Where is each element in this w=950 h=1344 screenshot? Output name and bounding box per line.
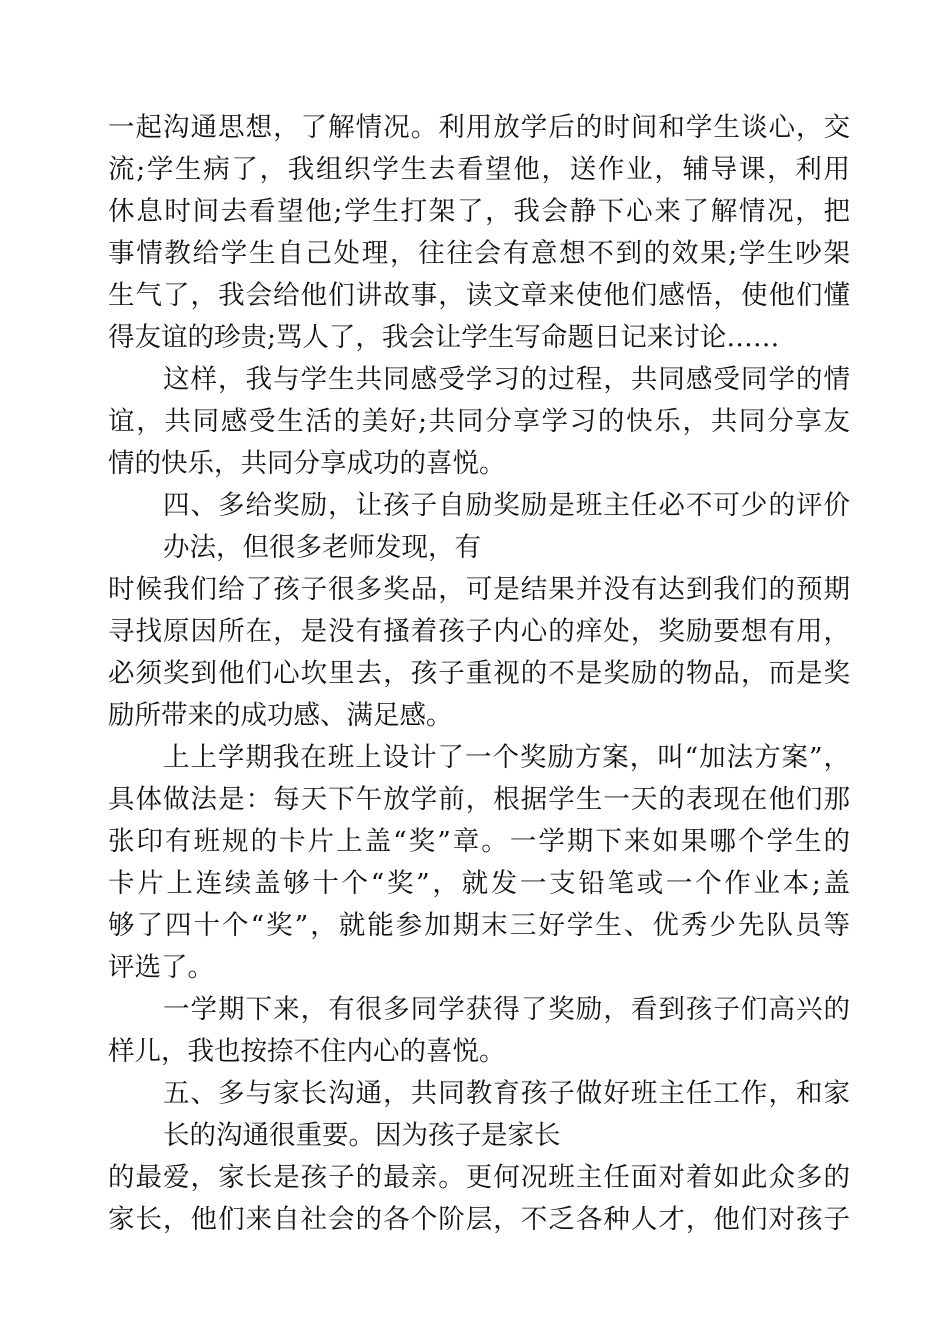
text-line: 谊，共同感受生活的美好;共同分享学习的快乐，共同分享友 xyxy=(108,406,850,437)
text-line: 生气了，我会给他们讲故事，读文章来使他们感悟，使他们懂 xyxy=(108,280,850,311)
section-heading-five: 五、多与家长沟通，共同教育孩子做好班主任工作，和家 xyxy=(163,1078,850,1109)
text-line: 评选了。 xyxy=(108,952,214,983)
text-line: 必须奖到他们心坎里去，孩子重视的不是奖励的物品，而是奖 xyxy=(108,658,850,689)
text-line: 张印有班规的卡片上盖“奖”章。一学期下来如果哪个学生的 xyxy=(108,826,850,857)
text-line: 寻找原因所在，是没有搔着孩子内心的痒处，奖励要想有用， xyxy=(108,616,850,647)
text-line: 够了四十个“奖”，就能参加期末三好学生、优秀少先队员等 xyxy=(108,910,850,941)
paragraph-first-line: 一学期下来，有很多同学获得了奖励，看到孩子们高兴的 xyxy=(163,994,850,1025)
text-line: 卡片上连续盖够十个“奖”，就发一支铅笔或一个作业本;盖 xyxy=(108,868,850,899)
text-line: 一起沟通思想，了解情况。利用放学后的时间和学生谈心，交 xyxy=(108,112,850,143)
section-heading-four: 四、多给奖励，让孩子自励奖励是班主任必不可少的评价 xyxy=(163,490,850,521)
section-heading-four-continued: 办法，但很多老师发现，有 xyxy=(163,532,481,563)
text-line: 得友谊的珍贵;骂人了，我会让学生写命题日记来讨论…… xyxy=(108,322,780,353)
section-heading-five-continued: 长的沟通很重要。因为孩子是家长 xyxy=(163,1120,561,1151)
text-line: 的最爱，家长是孩子的最亲。更何况班主任面对着如此众多的 xyxy=(108,1162,850,1193)
text-line: 休息时间去看望他;学生打架了，我会静下心来了解情况，把 xyxy=(108,196,850,227)
text-line: 情的快乐，共同分享成功的喜悦。 xyxy=(108,448,506,479)
text-line: 励所带来的成功感、满足感。 xyxy=(108,700,453,731)
text-line: 事情教给学生自己处理，往往会有意想不到的效果;学生吵架 xyxy=(108,238,850,269)
text-line: 具体做法是：每天下午放学前，根据学生一天的表现在他们那 xyxy=(108,784,850,815)
paragraph-first-line: 这样，我与学生共同感受学习的过程，共同感受同学的情 xyxy=(163,364,850,395)
text-line: 流;学生病了，我组织学生去看望他，送作业，辅导课，利用 xyxy=(108,154,850,185)
text-line: 时候我们给了孩子很多奖品，可是结果并没有达到我们的预期 xyxy=(108,574,850,605)
text-line: 家长，他们来自社会的各个阶层，不乏各种人才，他们对孩子 xyxy=(108,1204,850,1235)
text-line: 样儿，我也按捺不住内心的喜悦。 xyxy=(108,1036,506,1067)
paragraph-first-line: 上上学期我在班上设计了一个奖励方案，叫“加法方案”， xyxy=(163,742,850,773)
